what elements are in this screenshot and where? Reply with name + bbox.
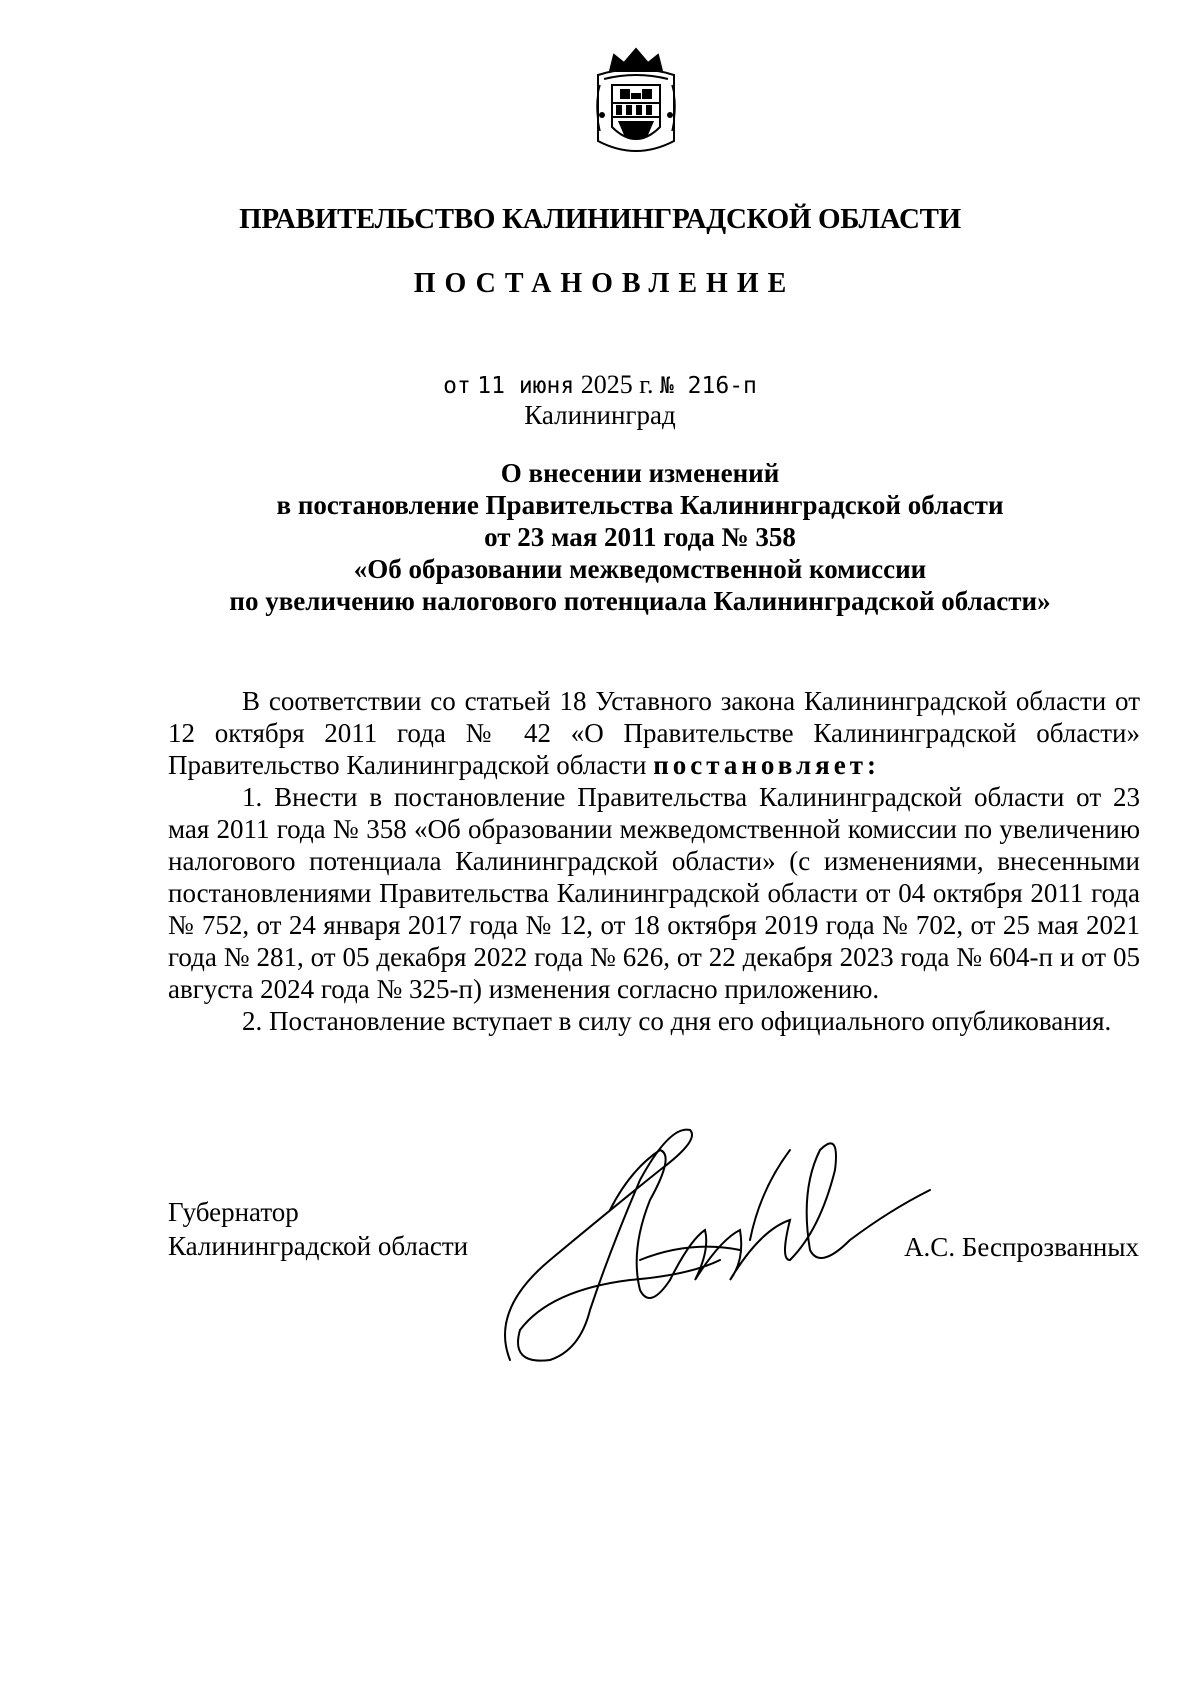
coat-of-arms-icon	[590, 45, 682, 163]
handwritten-signature	[490, 1110, 950, 1380]
title-line: от 23 мая 2011 года № 358	[484, 522, 796, 552]
document-number: № 216-п	[659, 373, 757, 399]
city: Калининград	[524, 400, 676, 430]
document-type: ПОСТАНОВЛЕНИЕ	[413, 268, 796, 299]
signatory-position	[168, 1195, 468, 1263]
preamble-paragraph	[168, 685, 1140, 781]
position-line: Губернатор	[168, 1197, 299, 1227]
title-line: О внесении изменений	[500, 458, 780, 488]
date-number-line	[0, 370, 1200, 400]
signatory-name: А.С. Беспрозванных	[904, 1232, 1139, 1262]
preamble-emphasis: постановляет:	[653, 750, 880, 780]
preamble-text: В соответствии со статьей 18 Уставного закона Калининградской области от 12 октября 2011 года № 42 «О Правительстве Калининградской области» Правительство Калининградской области	[168, 686, 1140, 780]
document-title	[160, 457, 1120, 617]
title-line: в постановление Правительства Калининградской области	[276, 490, 1004, 520]
title-line: «Об образовании межведомственной комиссии	[353, 554, 927, 584]
item-1-paragraph: 1. Внести в постановление Правительства Калининградской области от 23 мая 2011 года № 358 «Об образовании межведомственной комиссии по увеличению налогового потенциала Калининградской области» (с изменениями, внесенными постановлениями Правительства Калининградской области от 04 октября 2011 года № 752, от 24 января 2017 года № 12, от 18 октября 2019 года № 702, от 25 мая 2021 года № 281, от 05 декабря 2022 года № 626, от 22 декабря 2023 года № 604-п и от 05 августа 2024 года № 325-п) изменения согласно приложению.	[168, 782, 1140, 1004]
item-2-paragraph: 2. Постановление вступает в силу со дня его официального опубликования.	[242, 1006, 1112, 1036]
document-body	[168, 685, 1140, 1037]
date-prefix: от	[443, 373, 471, 399]
date-day-month: 11 июня	[477, 373, 575, 399]
date-year: 2025 г.	[580, 370, 654, 399]
government-name: ПРАВИТЕЛЬСТВО КАЛИНИНГРАДСКОЙ ОБЛАСТИ	[239, 203, 961, 235]
title-line: по увеличению налогового потенциала Калининградской области»	[229, 586, 1051, 616]
position-line: Калининградской области	[168, 1231, 469, 1261]
